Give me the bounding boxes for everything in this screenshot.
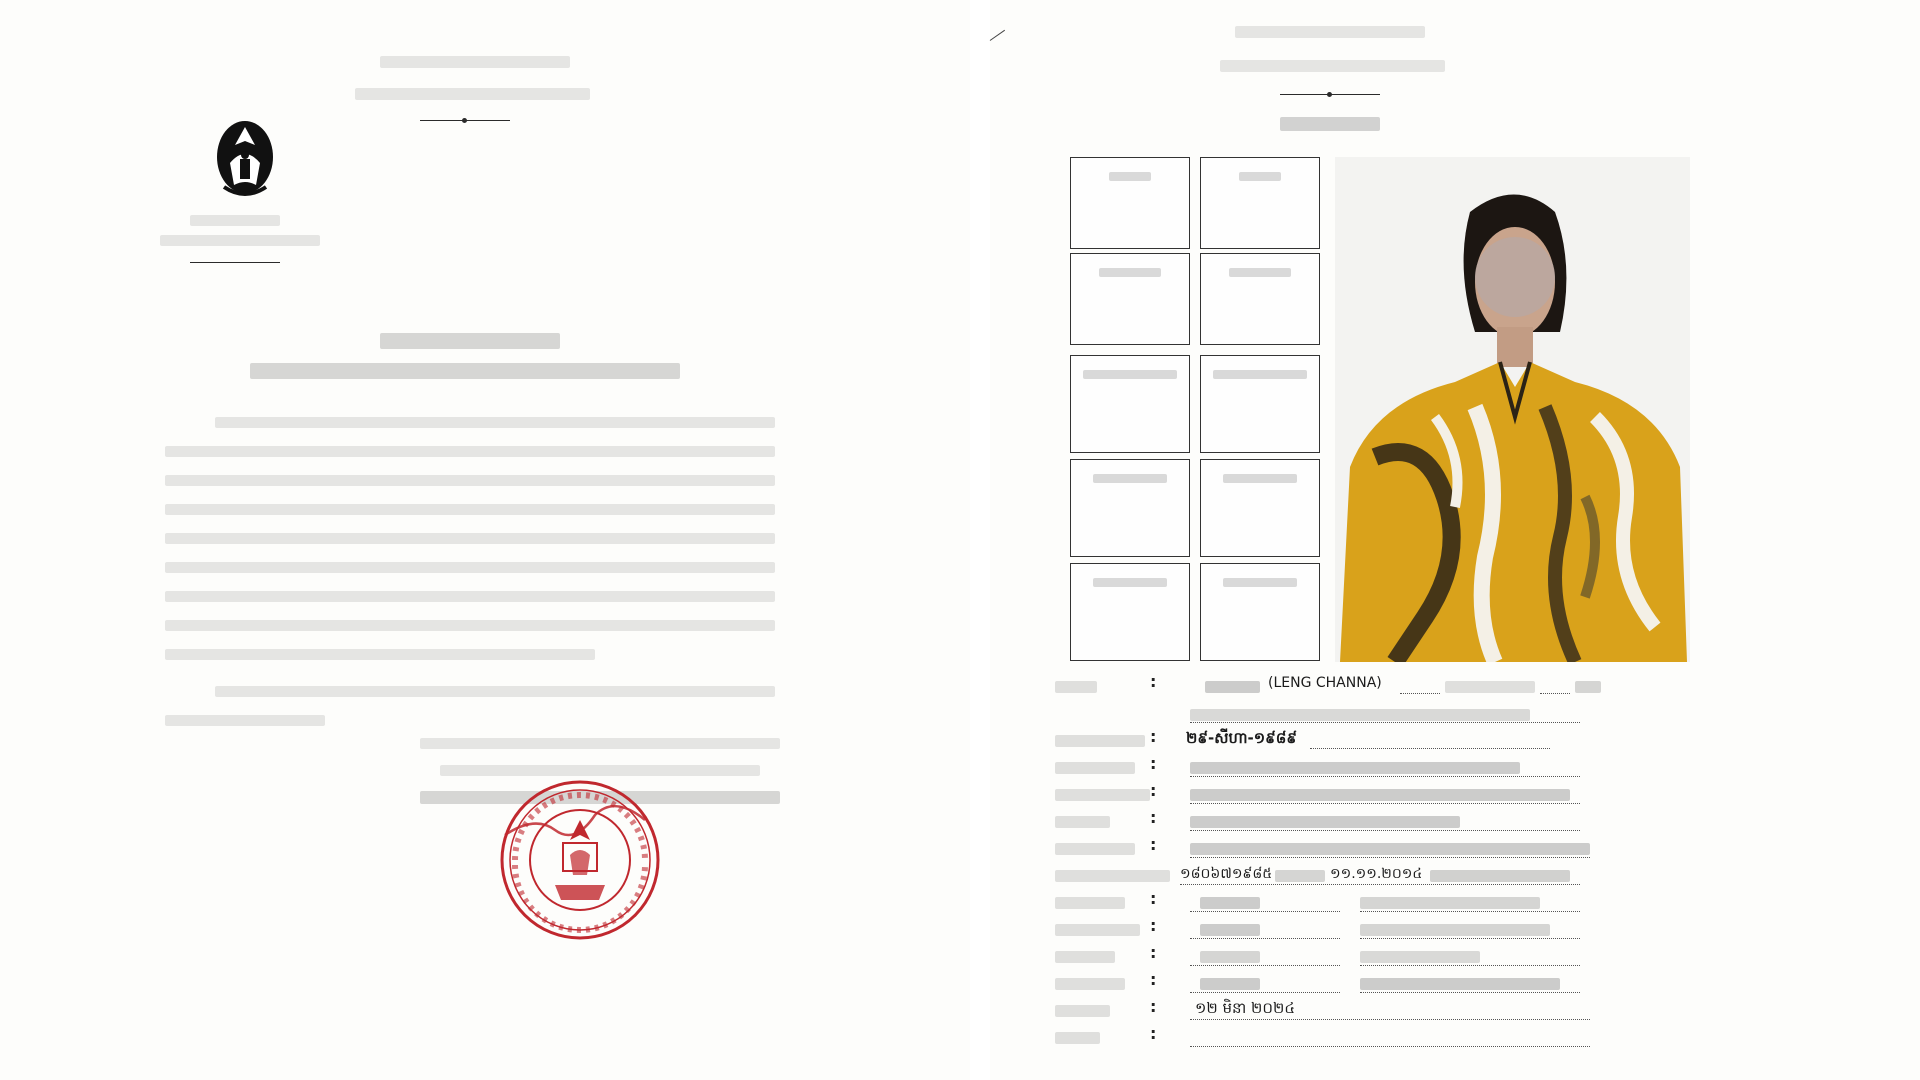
field-label-father bbox=[1055, 897, 1125, 909]
father-name-value bbox=[1200, 897, 1260, 909]
children-detail-value bbox=[1360, 978, 1560, 990]
body-line bbox=[165, 446, 775, 457]
fingerprint-box bbox=[1070, 563, 1190, 661]
suspect-photo bbox=[1335, 157, 1690, 662]
fingerprint-box bbox=[1200, 157, 1320, 249]
kingdom-header-line-2 bbox=[355, 88, 590, 100]
body-line bbox=[165, 591, 775, 602]
field-label-mother bbox=[1055, 924, 1140, 936]
sex-age-ethnicity-row bbox=[1190, 709, 1530, 721]
mother-age-occupation bbox=[1360, 924, 1550, 936]
fingerprint-box bbox=[1070, 157, 1190, 249]
scan-mark bbox=[990, 30, 1005, 41]
name-khmer bbox=[1205, 681, 1260, 693]
spouse-age-occupation bbox=[1360, 951, 1480, 963]
body-line bbox=[165, 620, 775, 631]
id-issue-place bbox=[1430, 870, 1570, 882]
arrest-date-value: ១២ មិនា ២០២៤ bbox=[1195, 999, 1295, 1017]
id-issue-label bbox=[1275, 870, 1325, 882]
suspect-biography-page: : (LENG CHANNA) : ២៩-សីហា-១៩៨៩ : : : : ១៨០៦៧១៩៨៥ ១១.១១.២០១៤ : : : : : ១២ មិនា ២០២៤ : bbox=[990, 0, 1920, 1080]
mother-name-value bbox=[1200, 924, 1260, 936]
id-number-value: ១៨០៦៧១៩៨៥ bbox=[1180, 866, 1273, 882]
fingerprint-box bbox=[1200, 253, 1320, 345]
body-line bbox=[165, 475, 775, 486]
body-line bbox=[165, 533, 775, 544]
field-label-case bbox=[1055, 1032, 1100, 1044]
fingerprint-box bbox=[1200, 355, 1320, 453]
field-label-spouse bbox=[1055, 951, 1115, 963]
field-label-arrest-date bbox=[1055, 1005, 1110, 1017]
field-label-education bbox=[1055, 843, 1135, 855]
education-value bbox=[1190, 843, 1590, 855]
agency-line-1 bbox=[190, 215, 280, 226]
field-label-current-address bbox=[1055, 789, 1150, 801]
suspect-portrait-icon bbox=[1335, 157, 1690, 662]
agency-line-2 bbox=[160, 235, 320, 246]
fingerprint-box bbox=[1200, 563, 1320, 661]
red-official-seal-icon bbox=[495, 775, 665, 945]
date-of-birth-value: ២៩-សីហា-១៩៨៩ bbox=[1186, 729, 1297, 747]
current-address-value bbox=[1190, 789, 1570, 801]
alias-value bbox=[1575, 681, 1601, 693]
field-label-date-of-birth bbox=[1055, 735, 1145, 747]
statement-title-line-1 bbox=[380, 333, 560, 349]
occupation-value bbox=[1190, 816, 1460, 828]
id-issue-date-value: ១១.១១.២០១៤ bbox=[1330, 866, 1423, 882]
royal-crest-icon bbox=[210, 115, 280, 205]
agency-ornament bbox=[190, 262, 280, 263]
field-label-name bbox=[1055, 681, 1097, 693]
kingdom-header-line-1 bbox=[380, 56, 570, 68]
body-line bbox=[165, 504, 775, 515]
field-label-id-card bbox=[1055, 870, 1170, 882]
field-label-children bbox=[1055, 978, 1125, 990]
right-header-line-1 bbox=[1235, 26, 1425, 38]
body-line bbox=[165, 649, 595, 660]
field-label-place-of-birth bbox=[1055, 762, 1135, 774]
lunar-date-line bbox=[420, 738, 780, 749]
body-line bbox=[165, 562, 775, 573]
fingerprint-box bbox=[1070, 355, 1190, 453]
field-label-occupation bbox=[1055, 816, 1110, 828]
form-title-line bbox=[1280, 117, 1380, 131]
children-count-value bbox=[1200, 978, 1260, 990]
place-of-birth-value bbox=[1190, 762, 1520, 774]
fingerprint-box bbox=[1200, 459, 1320, 557]
field-label-alias bbox=[1445, 681, 1535, 693]
body-line bbox=[215, 417, 775, 428]
header-ornament-dot bbox=[462, 118, 467, 123]
name-latin: (LENG CHANNA) bbox=[1268, 675, 1382, 691]
fingerprint-box bbox=[1070, 253, 1190, 345]
father-age-occupation bbox=[1360, 897, 1540, 909]
body-line bbox=[165, 715, 325, 726]
fingerprint-box bbox=[1070, 459, 1190, 557]
spouse-value bbox=[1200, 951, 1260, 963]
right-header-ornament-dot bbox=[1327, 92, 1332, 97]
statement-title-line-2 bbox=[250, 363, 680, 379]
body-line bbox=[215, 686, 775, 697]
right-header-line-2 bbox=[1220, 60, 1445, 72]
